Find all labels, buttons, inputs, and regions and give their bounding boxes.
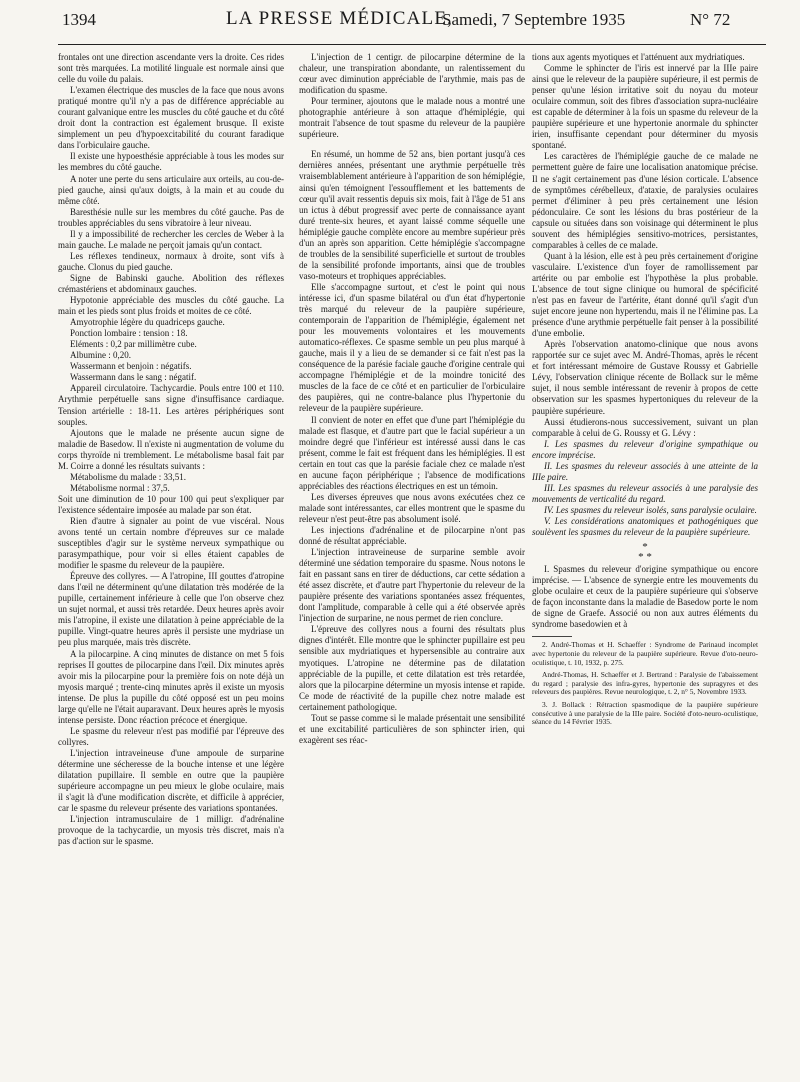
page-number: 1394 bbox=[62, 10, 96, 29]
section-separator: * * * bbox=[638, 541, 652, 564]
outline-item: I. Les spasmes du releveur d'origine sympathique ou encore imprécise. bbox=[532, 438, 758, 460]
footnote: André-Thomas, H. Schaeffer et J. Bertrand : Paralysie de l'abaissement du regard ; paralysie des infra-gyres, hypertonie des supragyres et des releveurs des paupières. Revue neurologique, t. 2, n° 5, Novembre 1933. bbox=[532, 670, 758, 697]
paragraph: Le spasme du releveur n'est pas modifié par l'épreuve des collyres. bbox=[58, 725, 284, 747]
outline-item: II. Les spasmes du releveur associés à une atteinte de la IIIe paire. bbox=[532, 460, 758, 482]
section-paragraph: I. Spasmes du releveur d'origine sympathique ou encore imprécise. — L'absence de synergie entre les mouvements du globe oculaire et ceux de la paupière supérieure qui s'observe de façon inconstante dans la maladie de Basedow porte le nom de signe de Graefe. Associé ou non aux autres éléments du syndrome basedowien et à bbox=[532, 564, 758, 630]
paragraph: L'examen électrique des muscles de la face que nous avons pratiqué montre qu'il n'y a pas de différence appréciable au courant galvanique entre les muscles du côté gauche et du côté droit dont la contraction est également brusque. Il existe simplement un peu d'hypoexcitabilité du courant faradique dans l'orbiculaire gauche. bbox=[58, 85, 284, 151]
paragraph: Wassermann dans le sang : négatif. bbox=[70, 372, 197, 383]
paragraph: Pour terminer, ajoutons que le malade nous a montré une photographie antérieure à son attaque d'hémiplégie, qui montrait l'absence de tout spasme du releveur de la paupière supérieure. bbox=[299, 96, 525, 140]
paragraph: Appareil circulatoire. Tachycardie. Pouls entre 100 et 110. Arythmie perpétuelle sans signe d'insuffisance cardiaque. Tension artérielle : 18-11. Les artères périphériques sont souples. bbox=[58, 383, 284, 427]
paragraph: frontales ont une direction ascendante vers la droite. Ces rides sont très marquées. La motilité linguale est normale ainsi que celle du voile du palais. bbox=[58, 52, 284, 85]
paragraph: Hypotonie appréciable des muscles du côté gauche. La main et les pieds sont plus froids et moites de ce côté. bbox=[58, 295, 284, 317]
column-right bbox=[532, 52, 758, 1076]
issue-date: Samedi, 7 Septembre 1935 bbox=[442, 10, 626, 29]
paragraph: Ponction lombaire : tension : 18. bbox=[70, 328, 188, 339]
paragraph: Les réflexes tendineux, normaux à droite, sont vifs à gauche. Clonus du pied gauche. bbox=[58, 250, 284, 272]
paragraph: Eléments : 0,2 par millimètre cube. bbox=[70, 339, 197, 350]
paragraph: Épreuve des collyres. — A l'atropine, III gouttes d'atropine dans l'œil ne déterminent qu'une dilatation très modérée de la pupille, certainement inférieure à celle que l'on observe chez un sujet normal, et aussi très retardée. Deux heures après avoir mis l'atropine, il existe une dilatation à peine appréciable de la pupille. Vingt-quatre heures après il persiste une mydriase un peu plus marquée, mais très discrète. bbox=[58, 571, 284, 648]
paragraph: Métabolisme normal : 37,5. bbox=[70, 482, 170, 493]
paragraph: Tout se passe comme si le malade présentait une sensibilité et une excitabilité particulières de son sphincter irien, qui exagèrent ses réac- bbox=[299, 712, 525, 745]
paragraph: Les caractères de l'hémiplégie gauche de ce malade ne permettent guère de faire une localisation anatomique précise. Il ne s'agit certainement pas d'une lésion corticale. L'absence de symptômes cérébelleux, d'ataxie, de paralysies oculaires permet d'éliminer à peu près certainement une lésion pédonculaire. Ce sont les lésions du bras postérieur de la capsule ou situées dans son voisinage qui déterminent le plus souvent des hémiplégies sensitivo-motrices, persistantes, comparables à celles de ce malade. bbox=[532, 151, 758, 250]
footnote-rule bbox=[532, 636, 572, 637]
paragraph: L'injection intraveineuse d'une ampoule de surparine détermine une sécheresse de la bouche intense et une légère dilatation pupillaire. Il semble en outre que la paupière supérieure accompagne un peu mieux le globe oculaire, mais il s'agit là d'une modification discrète, et difficile à apprécier, car le spasme du releveur présente des variations spontanées. bbox=[58, 747, 284, 814]
paragraph: Wassermann et benjoin : négatifs. bbox=[70, 361, 192, 372]
paragraph: tions aux agents myotiques et l'atténuent aux mydriatiques. bbox=[532, 52, 745, 62]
paragraph: Les injections d'adrénaline et de pilocarpine n'ont pas donné de résultat appréciable. bbox=[299, 524, 525, 547]
paragraph: Les diverses épreuves que nous avons exécutées chez ce malade sont intéressantes, car elles montrent que le spasme du releveur n'est peut-être pas absolument isolé. bbox=[299, 491, 525, 524]
column-middle bbox=[299, 52, 525, 1072]
outline-item: III. Les spasmes du releveur associés à une paralysie des mouvements de verticalité du regard. bbox=[532, 482, 758, 504]
paragraph: Il existe une hypoesthésie appréciable à tous les modes sur les membres du côté gauche. bbox=[58, 151, 284, 173]
issue-number: N° 72 bbox=[690, 10, 731, 29]
paragraph: Elle s'accompagne surtout, et c'est le point qui nous intéresse ici, d'un spasme bilatéral ou d'un état d'hypertonie très marqué du releveur de la paupière supérieure, contemporain de l'apparition de l'hémiplégie, également net pour les mouvements volontaires et les mouvements automatico-réflexes. Ce spasme semble un peu plus marqué à gauche, mais il y a lieu de se demander si ce fait n'est pas la conséquence de la parésie faciale gauche d'origine centrale qui accompagne l'hémiplégie et de la moindre tonicité des muscles de la face de ce côté et en particulier de l'orbiculaire des paupières, qui ne contre-balance plus l'hypertonie du releveur de la paupière supérieure. bbox=[299, 281, 525, 414]
paragraph: A la pilocarpine. A cinq minutes de distance on met 5 fois reprises II gouttes de pilocarpine dans l'œil. Dix minutes après avoir mis la pilocarpine pour la première fois on note déjà un myosis marqué ; trente-cinq minutes après il existe un myosis intense. De plus la pupille du côté opposé est un peu moins large qu'elle ne l'était auparavant. Deux heures après le myosis intense persiste. Donc réaction précoce et énergique. bbox=[58, 648, 284, 725]
paragraph: Comme le sphincter de l'iris est innervé par la IIIe paire ainsi que le releveur de la paupière supérieure, il est permis de penser qu'une lésion irritative soit du noyau du moteur oculaire commun, soit des fibres d'association supra-nucléaire est capable de déterminer à la fois un spasme du releveur de la paupière supérieure et une hypertonie anormale du sphincter irien, insuffisante cependant pour déterminer du myosis spontané. bbox=[532, 63, 758, 151]
paragraph: L'injection intramusculaire de 1 milligr. d'adrénaline provoque de la tachycardie, un myosis très discret, mais n'a pas d'action sur le spasme. bbox=[58, 814, 284, 847]
page-header bbox=[0, 0, 800, 48]
paragraph: Ajoutons que le malade ne présente aucun signe de maladie de Basedow. Il n'existe ni augmentation de volume du corps thyroïde ni tremblement. Le métabolisme basal fait par M. Coirre a donné les résultats suivants : bbox=[58, 427, 284, 471]
paragraph: Albumine : 0,20. bbox=[70, 350, 131, 361]
paragraph: Soit une diminution de 10 pour 100 qui peut s'expliquer par l'existence sédentaire imposée au malade par son état. bbox=[58, 493, 284, 515]
paragraph: Il y a impossibilité de rechercher les cercles de Weber à la main gauche. Le malade ne perçoit jamais qu'un contact. bbox=[58, 228, 284, 250]
paragraph: Après l'observation anatomo-clinique que nous avons rapportée sur ce sujet avec M. André-Thomas, après le récent et fort intéressant mémoire de Gustave Roussy et Gabrielle Lévy, l'observation clinique récente de Bollack sur le même sujet, il nous semble intéressant de revenir à propos de cette observation sur les spasmes hypertoniques du releveur de la paupière supérieure. bbox=[532, 339, 758, 416]
paragraph: Baresthésie nulle sur les membres du côté gauche. Pas de troubles appréciables du sens vibratoire à leur niveau. bbox=[58, 206, 284, 228]
paragraph: Aussi étudierons-nous successivement, suivant un plan comparable à celui de G. Roussy et G. Lévy : bbox=[532, 416, 758, 438]
header-rule bbox=[58, 44, 766, 45]
paragraph: Il convient de noter en effet que d'une part l'hémiplégie du malade est flasque, et d'autre part que le facial supérieur a un moindre degré que l'inférieur est intéressé aussi dans le cas présent, comme le fait est fréquent dans les hémiplégies. Il est certain en tout cas que la parésie faciale chez ce malade n'est en aucune façon périphérique ; l'absence de modifications appréciables des réactions électriques en est un témoin. bbox=[299, 414, 525, 491]
outline-item: V. Les considérations anatomiques et pathogéniques que soulèvent les spasmes du releveur de la paupière supérieure. bbox=[532, 515, 758, 538]
column-left bbox=[58, 52, 284, 1076]
paragraph: Quant à la lésion, elle est à peu près certainement d'origine vasculaire. L'existence d'un foyer de ramollissement par artérite ou par embolie est l'hypothèse la plus probable. L'absence de tout signe clinique ou humoral de spécificité n'est pas en faveur de l'artérite, étant donné qu'il s'agit d'un sujet encore jeune non hypertendu, mais il ne l'élimine pas. La présence d'une arythmie perpétuelle fait penser à la possibilité d'une embolie. bbox=[532, 250, 758, 339]
paragraph: Métabolisme du malade : 33,51. bbox=[70, 471, 186, 482]
footnote: 3. J. Bollack : Rétraction spasmodique de la paupière supérieure consécutive à une paralysie de la IIIe paire. Société d'oto-neuro-oculistique, séance du 14 Février 1935. bbox=[532, 699, 758, 727]
footnote: 2. André-Thomas et H. Schaeffer : Syndrome de Parinaud incomplet avec hypertonie du releveur de la paupière supérieure. Revue d'oto-neuro-oculistique, t. 10, 1932, p. 275. bbox=[532, 640, 758, 667]
paragraph: L'épreuve des collyres nous a fourni des résultats plus dignes d'intérêt. Elle montre que le sphincter pupillaire est peu sensible aux mydriatiques et hypersensible au contraire aux myotiques. L'atropine ne détermine pas de dilatation appréciable de la pupille, et cette dilatation est très retardée, alors que la pilocarpine détermine un myosis intense et rapide. Ce mode de réactivité de la pupille chez notre malade est certainement pathologique. bbox=[299, 624, 525, 712]
paragraph: En résumé, un homme de 52 ans, bien portant jusqu'à ces dernières années, présentant une arythmie perpétuelle très vraisemblablement antérieure à l'apparition de son hémiplégie, ainsi qu'en témoignent l'essoufflement et les battements de cœur qu'il avait ressentis depuis six mois, fait à l'âge de 51 ans un ictus à début progressif avec perte de connaissance ayant duré trente-six heures, et ayant laissé comme séquelle une hémiplégie gauche complète encore au membre supérieur près d'un an après son apparition. Cette hémiplégie s'accompagne de troubles de la sensibilité superficielle et surtout de troubles de la sensibilité profonde importants, ainsi que de troubles vaso-moteurs et trophiques appréciables. bbox=[299, 149, 525, 281]
paragraph: L'injection intraveineuse de surparine semble avoir déterminé une sédation temporaire du spasme. Nous notons le fait en passant sans en tirer de déductions, car cette sédation a été assez discrète, et d'autre part l'hypertonie du releveur de la paupière présente des variations spontanées assez fréquentes, dont l'amplitude, comparable à celle qui a été observée après l'injection de surparine, ne nous permet de rien conclure. bbox=[299, 547, 525, 624]
paragraph: A noter une perte du sens articulaire aux orteils, au cou-de-pied gauche, ainsi qu'aux doigts, à la main et au coude du même côté. bbox=[58, 173, 284, 206]
paragraph: Rien d'autre à signaler au point de vue viscéral. Nous avons tenté un certain nombre d'épreuves sur ce malade susceptibles d'agir sur le système nerveux sympathique ou parasympathique, pour voir si elles étaient capables de modifier le spasme du releveur de la paupière. bbox=[58, 515, 284, 571]
paragraph: Signe de Babinski gauche. Abolition des réflexes crémastériens et abdominaux gauches. bbox=[58, 272, 284, 294]
outline-item: IV. Les spasmes du releveur isolés, sans paralysie oculaire. bbox=[544, 504, 757, 515]
journal-title: LA PRESSE MÉDICALE, bbox=[226, 8, 454, 29]
paragraph: Amyotrophie légère du quadriceps gauche. bbox=[70, 317, 225, 328]
paragraph: L'injection de 1 centigr. de pilocarpine détermine de la chaleur, une transpiration abondante, un ralentissement du cœur avec diminution appréciable de l'arythmie, mais pas de modification du spasme. bbox=[299, 52, 525, 96]
